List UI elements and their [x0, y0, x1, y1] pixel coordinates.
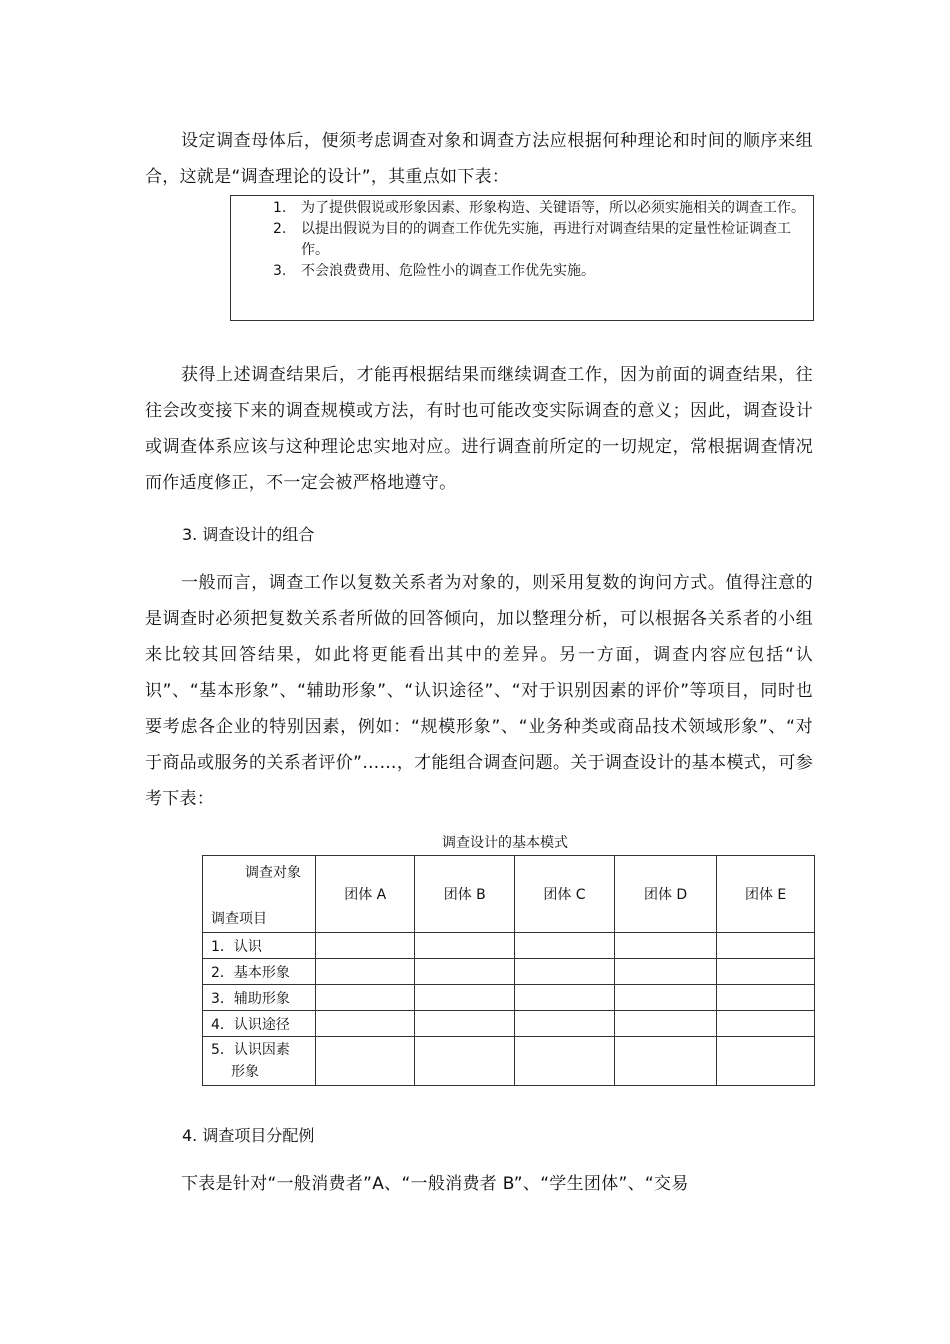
table-cell	[717, 1011, 815, 1037]
table-cell	[415, 1011, 515, 1037]
table-cell	[717, 959, 815, 985]
table-cell	[415, 933, 515, 959]
table-cell	[515, 1037, 615, 1086]
table-cell	[614, 959, 716, 985]
table-cell	[614, 985, 716, 1011]
table-cell	[515, 959, 615, 985]
table-row	[203, 959, 815, 985]
paragraph-design: 一般而言，调查工作以复数关系者为对象的，则采用复数的询问方式。值得注意的是调查时必须把复数关系者所做的回答倾向，加以整理分析，可以根据各关系者的小组来比较其回答结果，如此将更能看出其中的差异。另一方面，调查内容应包括“认识”、“基本形象”、“辅助形象”、“认识途径”、“对于识别因素的评价”等项目，同时也要考虑各企业的特别因素，例如：“规模形象”、“业务种类或商品技术领域形象”、“对于商品或服务的关系者评价”……，才能组合调查问题。关于调查设计的基本模式，可参考下表：	[145, 573, 813, 809]
column-header: 团体 C	[515, 856, 615, 933]
table-cell	[717, 1037, 815, 1086]
list-item: 1. 为了提供假说或形象因素、形象构造、关键语等，所以必须实施相关的调查工作。	[273, 200, 805, 216]
table-row	[203, 933, 815, 959]
section-heading-4: 4. 调查项目分配例	[182, 1126, 315, 1145]
row-label-line: 形象	[231, 1064, 259, 1080]
intro-paragraph: 设定调查母体后，便须考虑调查对象和调查方法应根据何种理论和时间的顺序来组合，这就是“调查理论的设计”，其重点如下表：	[145, 131, 813, 187]
table-row	[203, 985, 815, 1011]
table-cell	[415, 959, 515, 985]
table-caption: 调查设计的基本模式	[442, 835, 568, 851]
row-label: 1．认识	[203, 933, 316, 959]
table-corner-cell	[203, 856, 316, 933]
key-points-list	[231, 198, 805, 282]
table-cell	[717, 933, 815, 959]
row-label: 2．基本形象	[203, 959, 316, 985]
row-label	[203, 1037, 316, 1086]
table-cell	[614, 1011, 716, 1037]
table-cell	[614, 933, 716, 959]
table-cell	[316, 985, 415, 1011]
table-cell	[515, 933, 615, 959]
column-header: 团体 E	[717, 856, 815, 933]
table-cell	[316, 933, 415, 959]
paragraph-results: 获得上述调查结果后，才能再根据结果而继续调查工作，因为前面的调查结果，往往会改变接下来的调查规模或方法，有时也可能改变实际调查的意义；因此，调查设计或调查体系应该与这种理论忠实地对应。进行调查前所定的一切规定，常根据调查情况而作适度修正，不一定会被严格地遵守。	[145, 365, 813, 493]
table-cell	[316, 1037, 415, 1086]
table-cell	[614, 1037, 716, 1086]
table-row	[203, 1037, 815, 1086]
table-cell	[515, 985, 615, 1011]
row-label-line: 5．认识因素	[211, 1042, 290, 1058]
table-cell	[415, 985, 515, 1011]
table-cell	[316, 1011, 415, 1037]
table-cell	[717, 985, 815, 1011]
table-cell	[316, 959, 415, 985]
list-item: 2. 以提出假说为目的的调查工作优先实施，再进行对调查结果的定量性检证调查工作。	[273, 221, 791, 258]
column-header: 团体 D	[614, 856, 716, 933]
table-header-row	[203, 856, 815, 933]
table-row	[203, 1011, 815, 1037]
column-header: 团体 B	[415, 856, 515, 933]
list-item: 3. 不会浪费费用、危险性小的调查工作优先实施。	[273, 263, 595, 279]
row-label: 3．辅助形象	[203, 985, 316, 1011]
key-points-box	[230, 195, 814, 321]
corner-label-item: 调查项目	[211, 911, 267, 927]
paragraph-allocation: 下表是针对“一般消费者”A、“一般消费者 B”、“学生团体”、“交易	[181, 1174, 689, 1194]
corner-label-subject: 调查对象	[245, 865, 301, 881]
row-label: 4．认识途径	[203, 1011, 316, 1037]
table-cell	[415, 1037, 515, 1086]
table-cell	[515, 1011, 615, 1037]
design-model-table	[202, 855, 815, 1086]
section-heading-3: 3. 调查设计的组合	[182, 525, 315, 544]
column-header: 团体 A	[316, 856, 415, 933]
